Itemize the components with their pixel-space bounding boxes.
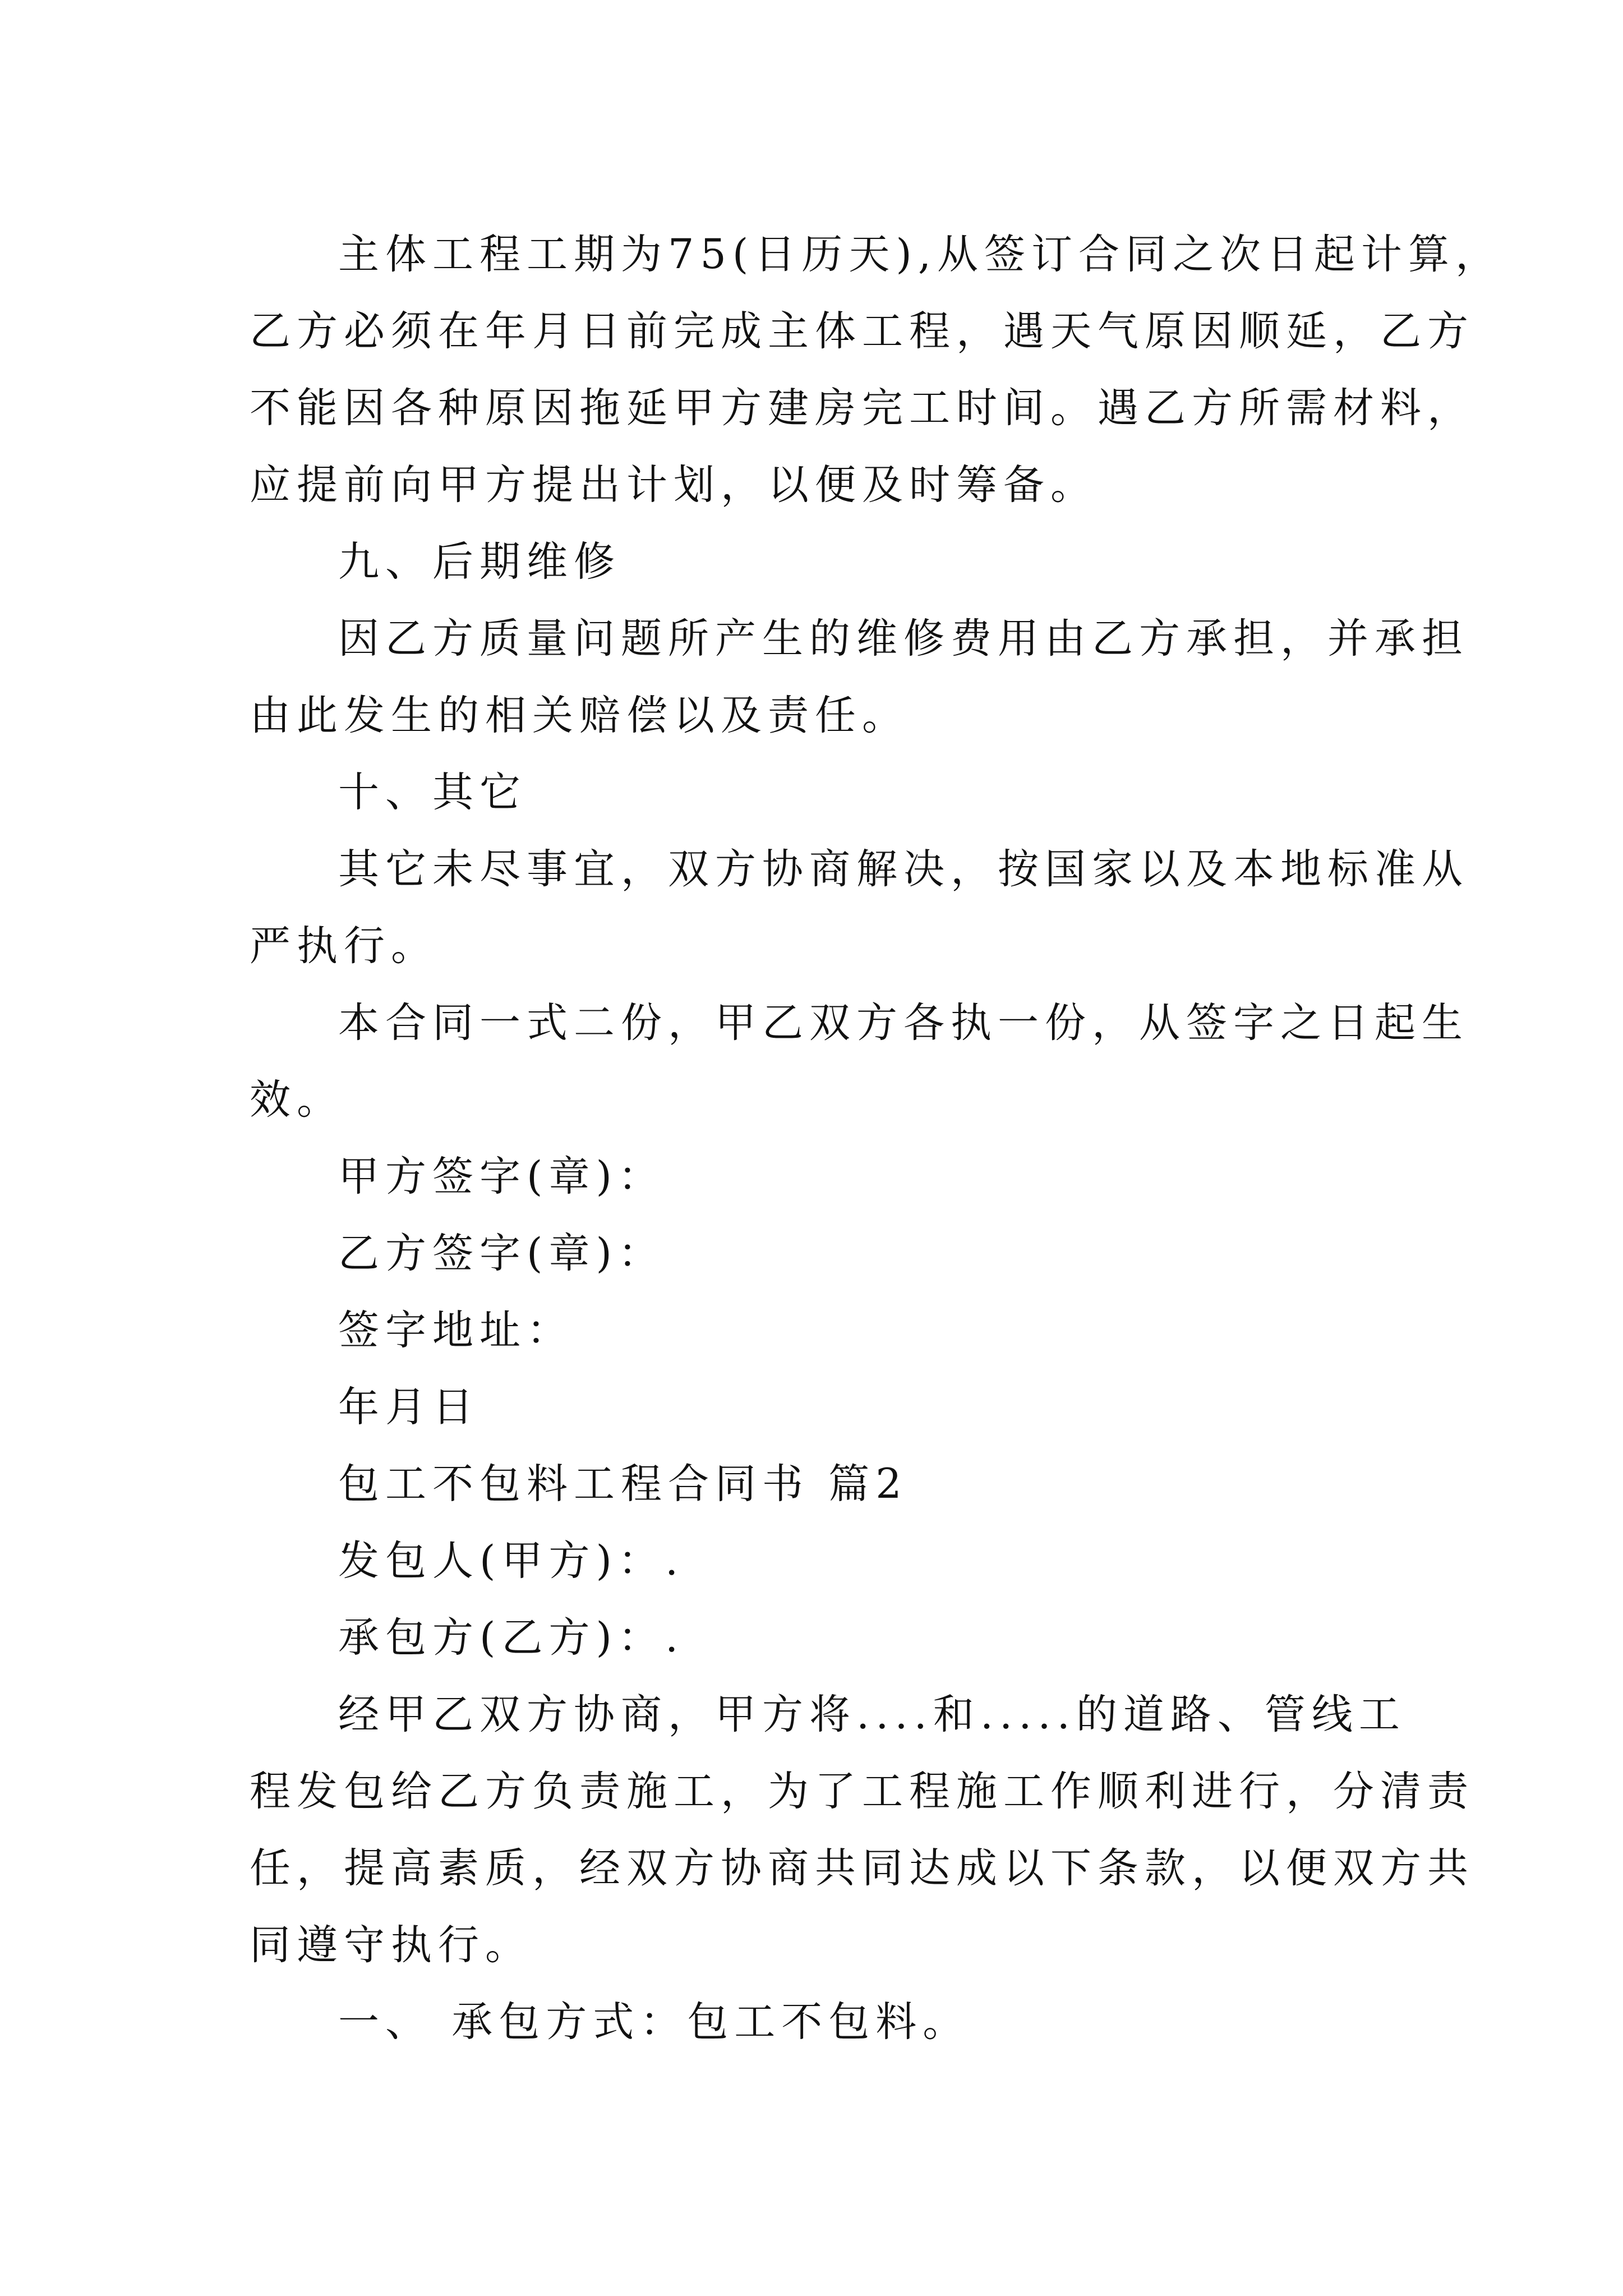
paragraph-line: 程发包给乙方负责施工，为了工程施工作顺利进行，分清责 <box>250 1768 1474 1815</box>
clause-heading: 一、 承包方式：包工不包料。 <box>338 1998 970 2046</box>
paragraph-line: 其它未尽事宜，双方协商解决，按国家以及本地标准从 <box>338 845 1469 893</box>
paragraph-line: 不能因各种原因拖延甲方建房完工时间。遇乙方所需材料， <box>250 384 1474 432</box>
document-body <box>250 216 1503 2060</box>
section-heading: 九、后期维修 <box>338 538 621 586</box>
paragraph-line: 任，提高素质，经双方协商共同达成以下条款，以便双方共 <box>250 1844 1474 1892</box>
contract-title: 包工不包料工程合同书 篇2 <box>338 1460 908 1508</box>
party-b-line: 承包方(乙方)：. <box>338 1614 685 1662</box>
paragraph-line: 乙方必须在年月日前完成主体工程，遇天气原因顺延，乙方 <box>250 307 1474 355</box>
date-line: 年月日 <box>338 1383 479 1431</box>
signature-line-party-a: 甲方签字(章)： <box>338 1153 665 1200</box>
party-a-line: 发包人(甲方)：. <box>338 1537 685 1585</box>
paragraph-line: 应提前向甲方提出计划，以便及时筹备。 <box>250 461 1098 509</box>
paragraph-line: 主体工程工期为75(日历天),从签订合同之次日起计算， <box>338 231 1503 278</box>
paragraph-line: 由此发生的相关赔偿以及责任。 <box>250 692 909 739</box>
paragraph-line: 本合同一式二份，甲乙双方各执一份，从签字之日起生 <box>338 999 1469 1047</box>
paragraph-line: 经甲乙双方协商，甲方将....和.....的道路、管线工 <box>338 1691 1406 1738</box>
section-heading: 十、其它 <box>338 769 527 816</box>
signature-line-party-b: 乙方签字(章)： <box>338 1230 665 1277</box>
paragraph-line: 严执行。 <box>250 922 438 970</box>
paragraph-line: 同遵守执行。 <box>250 1921 532 1969</box>
paragraph-line: 效。 <box>250 1076 344 1124</box>
signature-address-line: 签字地址： <box>338 1306 574 1354</box>
paragraph-line: 因乙方质量问题所产生的维修费用由乙方承担，并承担 <box>338 615 1469 662</box>
